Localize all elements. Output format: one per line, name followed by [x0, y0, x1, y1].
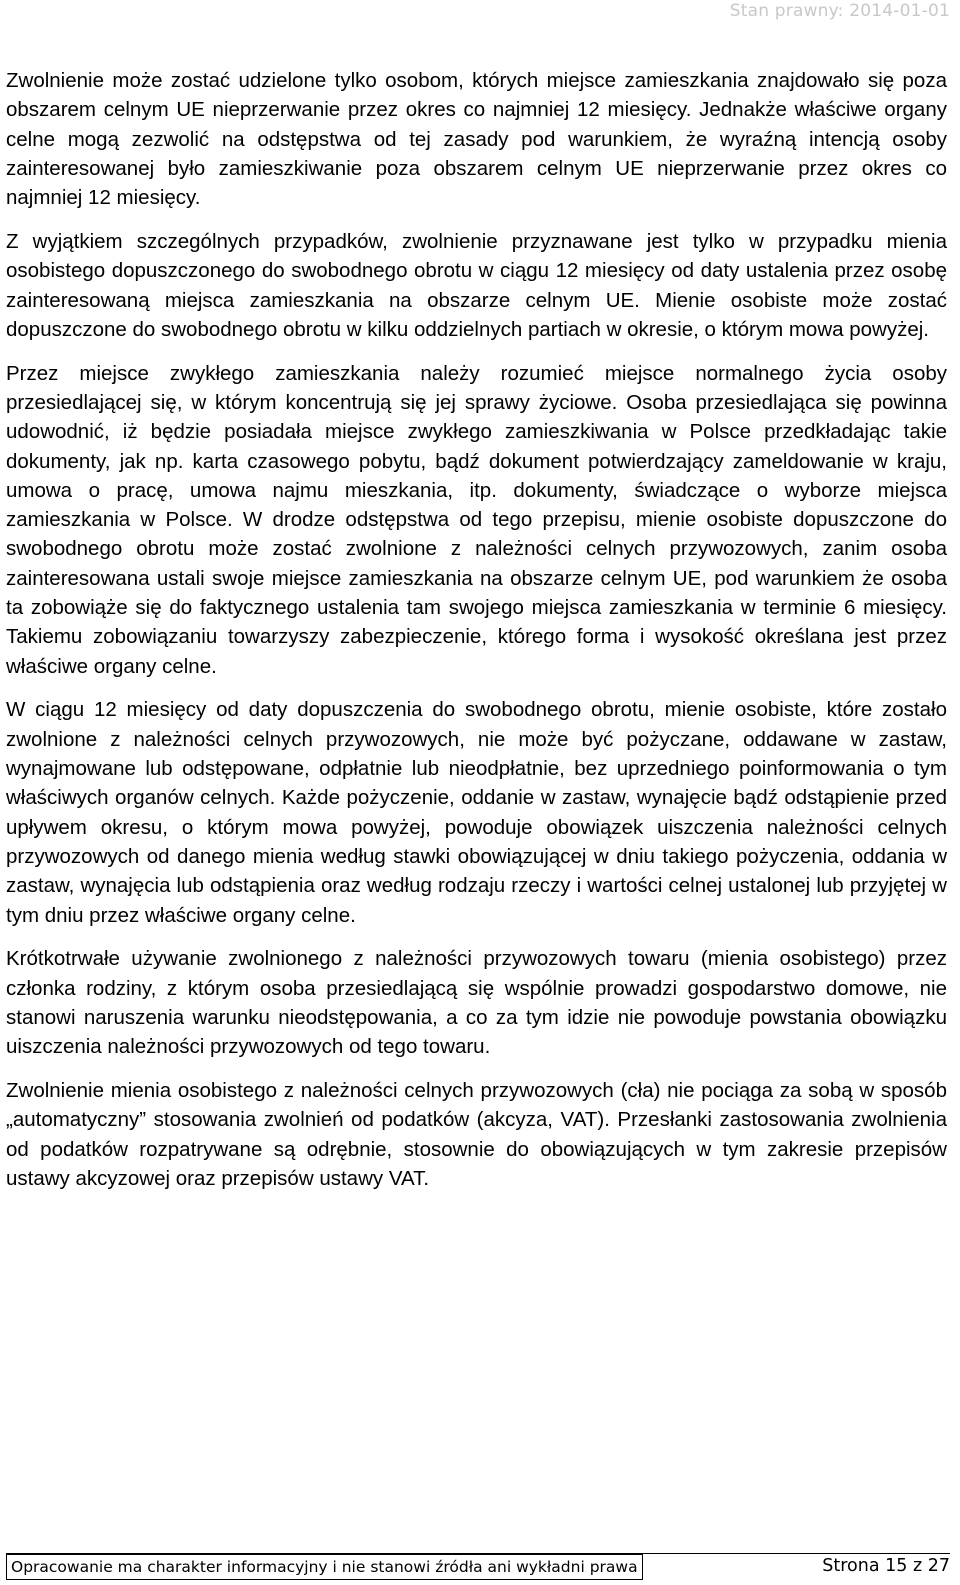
footer-disclaimer: Opracowanie ma charakter informacyjny i nie stanowi źródła ani wykładni prawa	[6, 1554, 643, 1580]
paragraph-family-use: Krótkotrwałe używanie zwolnionego z należności przywozowych towaru (mienia osobistego) przez członka rodziny, z którym osoba przesiedlającą się wspólnie prowadzi gospodarstwo domowe, nie stanowi naruszenia warunku nieodstępowania, a co za tym idzie nie powoduje powstania obowiązku uiszczenia należności przywozowych od tego towaru.	[6, 947, 947, 1059]
page-number: Strona 15 z 27	[822, 1556, 950, 1576]
document-body	[6, 66, 947, 1208]
paragraph-exemption-period: Z wyjątkiem szczególnych przypadków, zwolnienie przyznawane jest tylko w przypadku mienia osobistego dopuszczonego do swobodnego obrotu w ciągu 12 miesięcy od daty ustalenia przez osobę zainteresowaną miejsca zamieszkania na obszarze celnym UE. Mienie osobiste może zostać dopuszczone do swobodnego obrotu w kilku oddzielnych partiach w okresie, o którym mowa powyżej.	[6, 229, 947, 341]
paragraph-lending-restrictions: W ciągu 12 miesięcy od daty dopuszczenia do swobodnego obrotu, mienie osobiste, które zostało zwolnione z należności celnych przywozowych, nie może być pożyczane, oddawane w zastaw, wynajmowane lub odstępowane, odpłatnie lub nieodpłatnie, bez uprzedniego poinformowania o tym właściwych organów celnych. Każde pożyczenie, oddanie w zastaw, wynajęcie bądź odstąpienie przed upływem okresu, o którym mowa powyżej, powoduje obowiązek uiszczenia należności celnych przywozowych od danego mienia według stawki obowiązującej w dniu takiego pożyczenia, oddania w zastaw, wynajęcia lub odstąpienia oraz według rodzaju rzeczy i wartości celnej ustalonej lub przyjętej w tym dniu przez właściwe organy celne.	[6, 698, 947, 927]
paragraph-place-of-residence: Przez miejsce zwykłego zamieszkania należy rozumieć miejsce normalnego życia osoby przesiedlającej się, w którym koncentrują się jej sprawy życiowe. Osoba przesiedlająca się powinna udowodnić, iż będzie posiadała miejsce zwykłego zamieszkiwania w Polsce przedkładając takie dokumenty, jak np. karta czasowego pobytu, bądź dokument potwierdzający zameldowanie w kraju, umowa o pracę, umowa najmu mieszkania, itp. dokumenty, świadczące o wyborze miejsca zamieszkania w Polsce. W drodze odstępstwa od tego przepisu, mienie osobiste dopuszczone do swobodnego obrotu może zostać zwolnione z należności celnych przywozowych, zanim osoba zainteresowana ustali swoje miejsce zamieszkania na obszarze celnym UE, pod warunkiem że osoba ta zobowiąże się do faktycznego ustalenia tam swojego miejsca zamieszkania w terminie 6 miesięcy. Takiemu zobowiązaniu towarzyszy zabezpieczenie, którego forma i wysokość określana jest przez właściwe organy celne.	[6, 361, 947, 678]
document-status-header: Stan prawny: 2014-01-01	[729, 1, 950, 21]
paragraph-eligibility: Zwolnienie może zostać udzielone tylko osobom, których miejsce zamieszkania znajdowało się poza obszarem celnym UE nieprzerwanie przez okres co najmniej 12 miesięcy. Jednakże właściwe organy celne mogą zezwolić na odstępstwa od tej zasady pod warunkiem, że wyraźną intencją osoby zainteresowanej było zamieszkiwanie poza obszarem celnym UE nieprzerwanie przez okres co najmniej 12 miesięcy.	[6, 69, 947, 210]
paragraph-tax-exemption: Zwolnienie mienia osobistego z należności celnych przywozowych (cła) nie pociąga za sobą w sposób „automatyczny” stosowania zwolnień od podatków (akcyza, VAT). Przesłanki zastosowania zwolnienia od podatków rozpatrywane są odrębnie, stosownie do obowiązujących w tym zakresie przepisów ustawy akcyzowej oraz przepisów ustawy VAT.	[6, 1079, 947, 1190]
page-footer	[6, 1554, 950, 1578]
